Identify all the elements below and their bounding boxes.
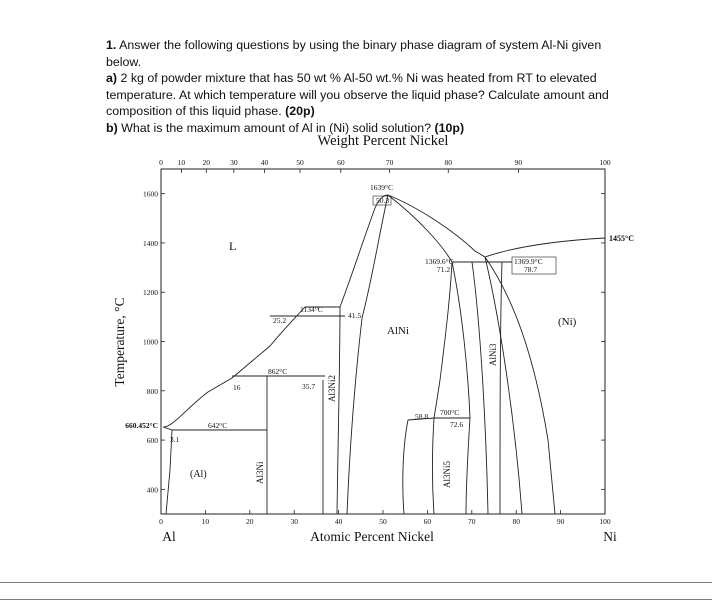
label-al3ni2: Al3Ni2 — [327, 375, 337, 402]
ni-solvus-a — [485, 257, 522, 514]
bottom-tick-label: 10 — [201, 517, 210, 526]
bottom-tick-label: 50 — [379, 517, 387, 526]
top-axis-title: Weight Percent Nickel — [317, 133, 449, 149]
y-tick-label: 600 — [146, 436, 158, 446]
bottom-tick-label: 30 — [290, 517, 298, 526]
question-title-text: Answer the following questions by using the binary phase diagram of system Al-Ni given below. — [106, 38, 602, 69]
part-a-text: 2 kg of powder mixture that has 50 wt % Al-50 wt.% Ni was heated from RT to elevated temperature. At which temperature will you observe the liquid phase? Calculate amount and composition of this liquid phase. — [106, 71, 609, 118]
top-tick-label: 40 — [260, 158, 269, 167]
note-712: 71.2 — [437, 265, 451, 274]
top-tick-label: 20 — [202, 158, 211, 167]
y-special-label: 660.452°C — [125, 421, 158, 431]
bottom-tick-label: 80 — [512, 517, 520, 526]
note-862: 862°C — [268, 367, 288, 376]
bottom-tick-label: 40 — [334, 517, 343, 526]
liquidus-ni — [485, 238, 605, 257]
al3ni2-right — [337, 307, 340, 514]
bottom-tick-label: 70 — [468, 517, 476, 526]
alni3-right — [500, 262, 502, 514]
note-787: 78.7 — [524, 265, 538, 274]
y-tick-label: 1600 — [143, 189, 158, 199]
note-252: 25.2 — [273, 316, 287, 325]
bottom-rule-2 — [0, 599, 712, 600]
alni3-left — [472, 262, 488, 514]
bottom-tick-label: 100 — [599, 517, 611, 526]
top-tick-label: 70 — [385, 158, 394, 167]
bottom-tick-label: 90 — [556, 517, 565, 526]
note-16: 16 — [233, 383, 241, 392]
top-tick-label: 0 — [159, 158, 163, 167]
top-tick-label: 30 — [230, 158, 238, 167]
top-axis-ticks — [159, 158, 611, 173]
note-1639: 1639°C — [370, 183, 394, 192]
part-a-label: a) — [106, 71, 118, 85]
top-tick-label: 80 — [444, 158, 453, 167]
left-element-label: Al — [162, 529, 176, 544]
alni-lower-right — [452, 262, 470, 418]
bottom-rule-1 — [0, 582, 712, 583]
note-642: 642°C — [208, 421, 228, 430]
note-1369a: 1369.6°C — [425, 257, 454, 266]
top-tick-label: 50 — [296, 158, 304, 167]
y-tick-label: 1000 — [143, 337, 158, 347]
part-b-text: What is the maximum amount of Al in (Ni) solid solution? — [121, 120, 432, 135]
alni-left-boundary — [347, 195, 388, 514]
al3ni5-right — [466, 418, 470, 514]
part-b-points: (10p) — [434, 120, 465, 135]
label-al-solid: (Al) — [190, 469, 207, 480]
y-tick-label: 400 — [146, 485, 158, 495]
note-726: 72.6 — [450, 420, 464, 429]
top-tick-label: 100 — [599, 158, 611, 167]
note-31: 3.1 — [170, 435, 180, 444]
note-588: 58.8 — [415, 412, 429, 421]
top-tick-label: 10 — [177, 158, 186, 167]
bottom-tick-label: 60 — [423, 517, 432, 526]
note-357: 35.7 — [302, 382, 316, 391]
y-tick-label: 800 — [146, 386, 158, 396]
liquidus-right — [388, 195, 485, 257]
note-415: 41.5 — [348, 311, 362, 320]
bottom-axis-ticks — [159, 510, 611, 526]
right-element-label: Ni — [603, 529, 617, 544]
bottom-tick-label: 20 — [246, 517, 254, 526]
label-alni: AlNi — [387, 325, 409, 337]
al3ni5-lower — [403, 420, 408, 514]
label-ni-solid: (Ni) — [558, 316, 577, 328]
note-700: 700°C — [440, 408, 460, 417]
note-1134: 1134°C — [300, 305, 323, 314]
bottom-axis-title: Atomic Percent Nickel — [310, 529, 434, 544]
y-axis-title: Temperature, °C — [112, 297, 127, 387]
part-a-points: (20p) — [285, 104, 315, 118]
note-503: 50.3 — [376, 196, 390, 205]
y-tick-label: 1200 — [143, 288, 158, 298]
ni-solvus-b — [485, 257, 555, 514]
top-tick-label: 60 — [337, 158, 345, 167]
bottom-tick-label: 0 — [159, 517, 163, 526]
label-al3ni5: Al3Ni5 — [442, 461, 452, 488]
y-tick-label: 1400 — [143, 238, 158, 248]
al3ni5-left — [433, 418, 435, 514]
part-b-label: b) — [106, 120, 118, 135]
top-tick-label: 90 — [514, 158, 523, 167]
label-al3ni: Al3Ni — [255, 461, 265, 484]
note-1369b: 1369.9°C — [514, 257, 543, 266]
label-liquid: L — [229, 239, 237, 253]
note-1455: 1455°C — [609, 234, 634, 243]
label-alni3: AlNi3 — [488, 343, 498, 366]
alni-right-boundary — [388, 195, 452, 418]
question-number: 1. — [106, 38, 117, 52]
